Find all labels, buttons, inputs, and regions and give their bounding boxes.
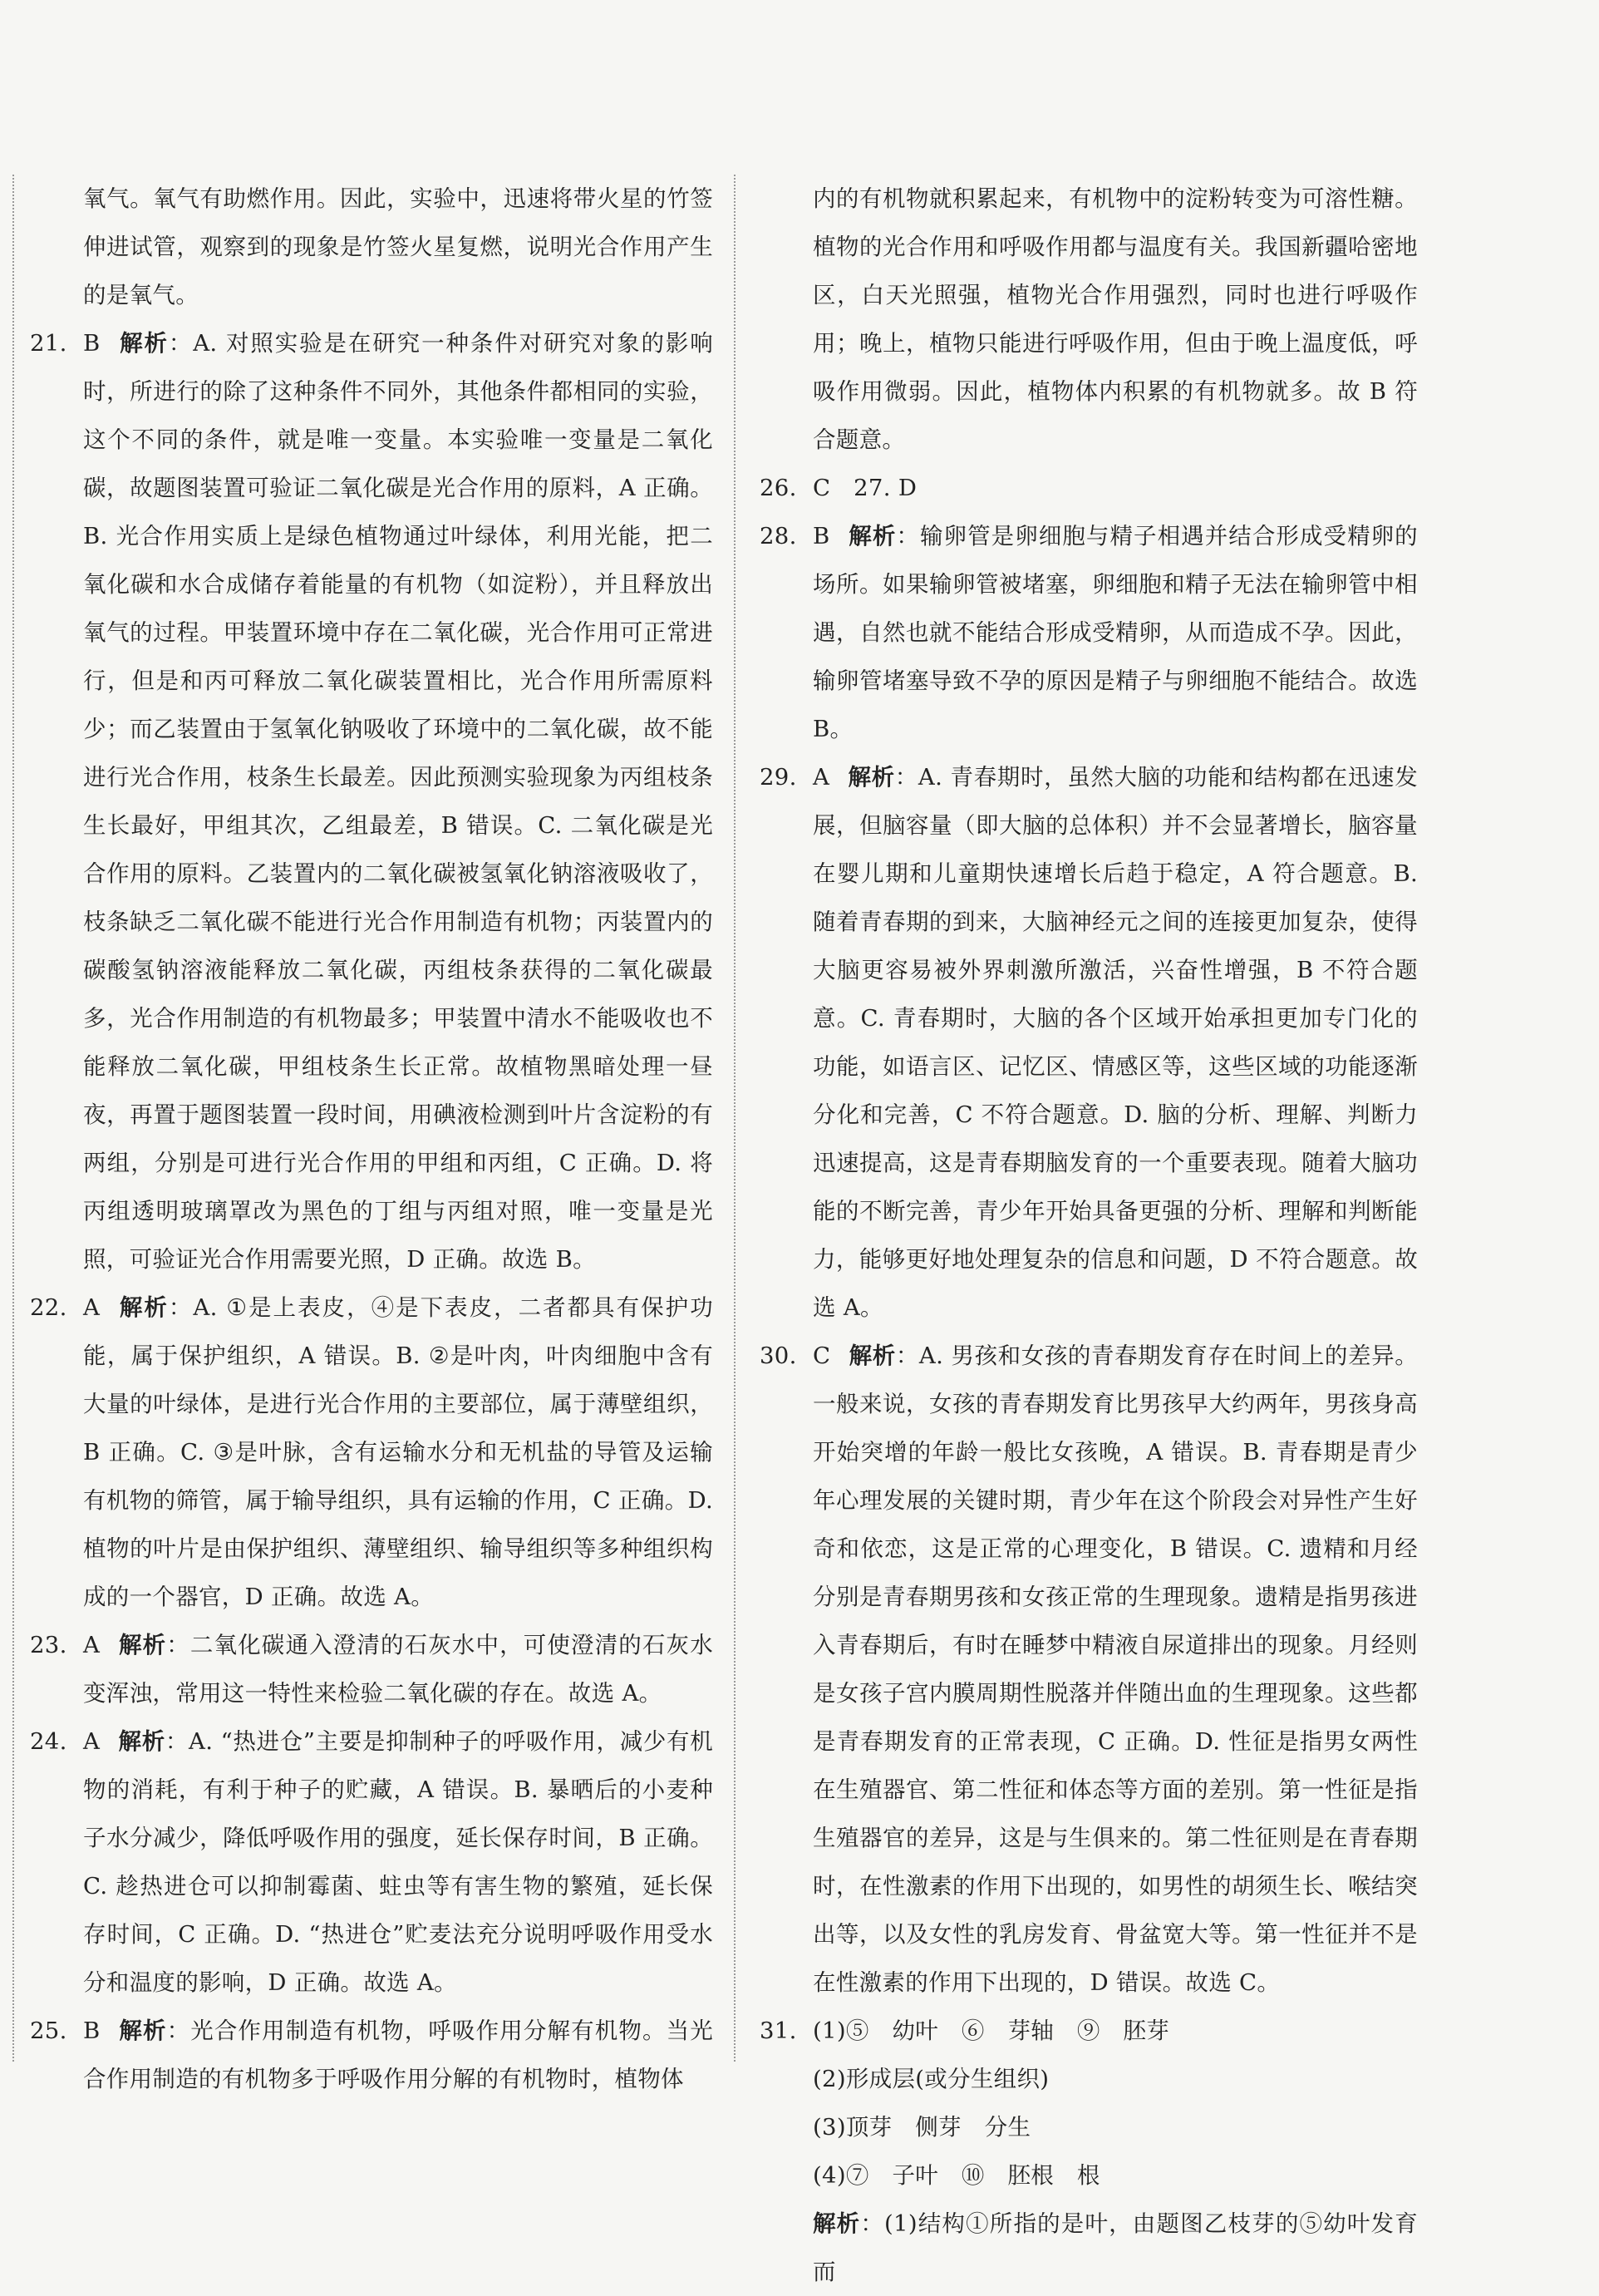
answer-choice: B [83, 2018, 101, 2044]
answer-31 [760, 2007, 1418, 2200]
analysis-label: 解析 [118, 1728, 165, 1755]
answer-choice: A [83, 1728, 101, 1755]
analysis-text: ：A. 男孩和女孩的青春期发育存在时间上的差异。一般来说，女孩的青春期发育比男孩早大约两年，男孩身高开始突增的年龄一般比女孩晚，A 错误。B. 青春期是青少年心理发展的关键时期，青少年在这个阶段会对异性产生好奇和依恋，这是正常的心理变化，B 错误。C. 遗精和月经分别是青春期男孩和女孩正常的生理现象。遗精是指男孩进入青春期后，有时在睡梦中精液自尿道排出的现象。月经则是女孩子宫内膜周期性脱落并伴随出血的生理现象。这些都是青春期发育的正常表现，C 正确。D. 性征是指男女两性在生殖器官、第二性征和体态等方面的差别。第一性征是指生殖器官的差异，这是与生俱来的。第二性征则是在青春期时，在性激素的作用下出现的，如男性的胡须生长、喉结突出等，以及女性的乳房发育、骨盆宽大等。第一性征并不是在性激素的作用下出现的，D 错误。故选 C。 [813, 1343, 1418, 1996]
answer-29 [760, 753, 1418, 1332]
continued-text: 氧气。氧气有助燃作用。因此，实验中，迅速将带火星的竹签伸进试管，观察到的现象是竹签火星复燃，说明光合作用产生的是氧气。 [83, 185, 713, 308]
analysis-text: ：A. ①是上表皮，④是下表皮，二者都具有保护功能，属于保护组织，A 错误。B. ②是叶肉，叶肉细胞中含有大量的叶绿体，是进行光合作用的主要部位，属于薄壁组织，B 正确。C. ③是叶脉，含有运输水分和无机盐的导管及运输有机物的筛管，属于输导组织，具有运输的作用，C 正确。D. 植物的叶片是由保护组织、薄壁组织、输导组织等多种组织构成的一个器官，D 正确。故选 A。 [83, 1294, 713, 1610]
question-number: 29. [760, 764, 797, 791]
analysis-text: ：A. 对照实验是在研究一种条件对研究对象的影响时，所进行的除了这种条件不同外，其他条件都相同的实验，这个不同的条件，就是唯一变量。本实验唯一变量是二氧化碳，故题图装置可验证二氧化碳是光合作用的原料，A 正确。B. 光合作用实质上是绿色植物通过叶绿体，利用光能，把二氧化碳和水合成储存着能量的有机物（如淀粉），并且释放出氧气的过程。甲装置环境中存在二氧化碳，光合作用可正常进行，但是和丙可释放二氧化碳装置相比，光合作用所需原料少；而乙装置由于氢氧化钠吸收了环境中的二氧化碳，故不能进行光合作用，枝条生长最差。因此预测实验现象为丙组枝条生长最好，甲组其次，乙组最差，B 错误。C. 二氧化碳是光合作用的原料。乙装置内的二氧化碳被氢氧化钠溶液吸收了，枝条缺乏二氧化碳不能进行光合作用制造有机物；丙装置内的碳酸氢钠溶液能释放二氧化碳，丙组枝条获得的二氧化碳最多，光合作用制造的有机物最多；甲装置中清水不能吸收也不能释放二氧化碳，甲组枝条生长正常。故植物黑暗处理一昼夜，再置于题图装置一段时间，用碘液检测到叶片含淀粉的有两组，分别是可进行光合作用的甲组和丙组，C 正确。D. 将丙组透明玻璃罩改为黑色的丁组与丙组对照，唯一变量是光照，可验证光合作用需要光照，D 正确。故选 B。 [83, 330, 713, 1273]
answer-choice: A [813, 764, 830, 791]
answer-25 [30, 2007, 713, 2103]
analysis-label: 解析 [118, 2018, 167, 2044]
answer-choice: A [83, 1632, 101, 1658]
question-number: 23. [30, 1632, 67, 1658]
answer-choice: A [83, 1294, 101, 1321]
question-number: 21. [30, 330, 67, 357]
sub-answer-1: (1)⑤ 幼叶 ⑥ 芽轴 ⑨ 胚芽 [813, 2018, 1170, 2044]
answer-text: C 27. D [813, 475, 918, 501]
sub-answer-2: (2)形成层(或分生组织) [813, 2066, 1050, 2092]
analysis-text: ：光合作用制造有机物，呼吸作用分解有机物。当光合作用制造的有机物多于呼吸作用分解的有机物时，植物体 [83, 2018, 713, 2092]
question-number: 28. [760, 523, 797, 549]
question-number: 31. [760, 2018, 797, 2044]
answer-24 [30, 1717, 713, 2007]
analysis-label: 解析 [848, 764, 895, 791]
continued-text: 内的有机物就积累起来，有机物中的淀粉转变为可溶性糖。植物的光合作用和呼吸作用都与温度有关。我国新疆哈密地区，白天光照强，植物光合作用强烈，同时也进行呼吸作用；晚上，植物只能进行呼吸作用，但由于晚上温度低，呼吸作用微弱。因此，植物体内积累的有机物就多。故 B 符合题意。 [813, 185, 1418, 453]
analysis-text: ：(1)结构①所指的是叶，由题图乙枝芽的⑤幼叶发育而 [813, 2210, 1419, 2285]
analysis-text: ：输卵管是卵细胞与精子相遇并结合形成受精卵的场所。如果输卵管被堵塞，卵细胞和精子无法在输卵管中相遇，自然也就不能结合形成受精卵，从而造成不孕。因此，输卵管堵塞导致不孕的原因是精子与卵细胞不能结合。故选 B。 [813, 523, 1418, 742]
answer-30 [760, 1332, 1418, 2007]
left-margin-rule [12, 175, 14, 2062]
question-number: 24. [30, 1728, 67, 1755]
right-column [760, 175, 1419, 2285]
analysis-label: 解析 [848, 523, 897, 549]
question-number: 25. [30, 2018, 67, 2044]
left-column [30, 175, 713, 2092]
analysis-label: 解析 [118, 330, 169, 357]
answer-28 [760, 512, 1418, 753]
analysis-label: 解析 [813, 2210, 861, 2237]
question-number: 26. [760, 475, 797, 501]
sub-answer-4: (4)⑦ 子叶 ⑩ 胚根 根 [813, 2162, 1100, 2189]
analysis-label: 解析 [849, 1343, 896, 1369]
answer-23 [30, 1621, 713, 1717]
answer-21 [30, 319, 713, 1283]
column-divider [734, 175, 736, 2062]
answer-choice: B [83, 330, 101, 357]
answer-choice: C [813, 1343, 831, 1369]
analysis-text: ：二氧化碳通入澄清的石灰水中，可使澄清的石灰水变浑浊，常用这一特性来检验二氧化碳的存在。故选 A。 [83, 1632, 713, 1707]
answer-choice: B [813, 523, 830, 549]
answer-26-27 [760, 464, 1418, 512]
answer-22 [30, 1283, 713, 1621]
analysis-text: ：A. 青春期时，虽然大脑的功能和结构都在迅速发展，但脑容量（即大脑的总体积）并不会显著增长，脑容量在婴儿期和儿童期快速增长后趋于稳定，A 符合题意。B. 随着青春期的到来，大脑神经元之间的连接更加复杂，使得大脑更容易被外界刺激所激活，兴奋性增强，B 不符合题意。C. 青春期时，大脑的各个区域开始承担更加专门化的功能，如语言区、记忆区、情感区等，这些区域的功能逐渐分化和完善，C 不符合题意。D. 脑的分析、理解、判断力迅速提高，这是青春期脑发育的一个重要表现。随着大脑功能的不断完善，青少年开始具备更强的分析、理解和判断能力，能够更好地处理复杂的信息和问题，D 不符合题意。故选 A。 [813, 764, 1418, 1321]
analysis-31 [786, 2200, 1418, 2296]
analysis-label: 解析 [118, 1632, 167, 1658]
analysis-label: 解析 [118, 1294, 169, 1321]
sub-answer-3: (3)顶芽 侧芽 分生 [813, 2114, 1031, 2141]
question-number: 30. [760, 1343, 797, 1369]
analysis-text: ：A. “热进仓”主要是抑制种子的呼吸作用，减少有机物的消耗，有利于种子的贮藏，A 错误。B. 暴晒后的小麦种子水分减少，降低呼吸作用的强度，延长保存时间，B 正确。C. 趁热进仓可以抑制霉菌、蛀虫等有害生物的繁殖，延长保存时间，C 正确。D. “热进仓”贮麦法充分说明呼吸作用受水分和温度的影响，D 正确。故选 A。 [83, 1728, 713, 1996]
question-number: 22. [30, 1294, 67, 1321]
